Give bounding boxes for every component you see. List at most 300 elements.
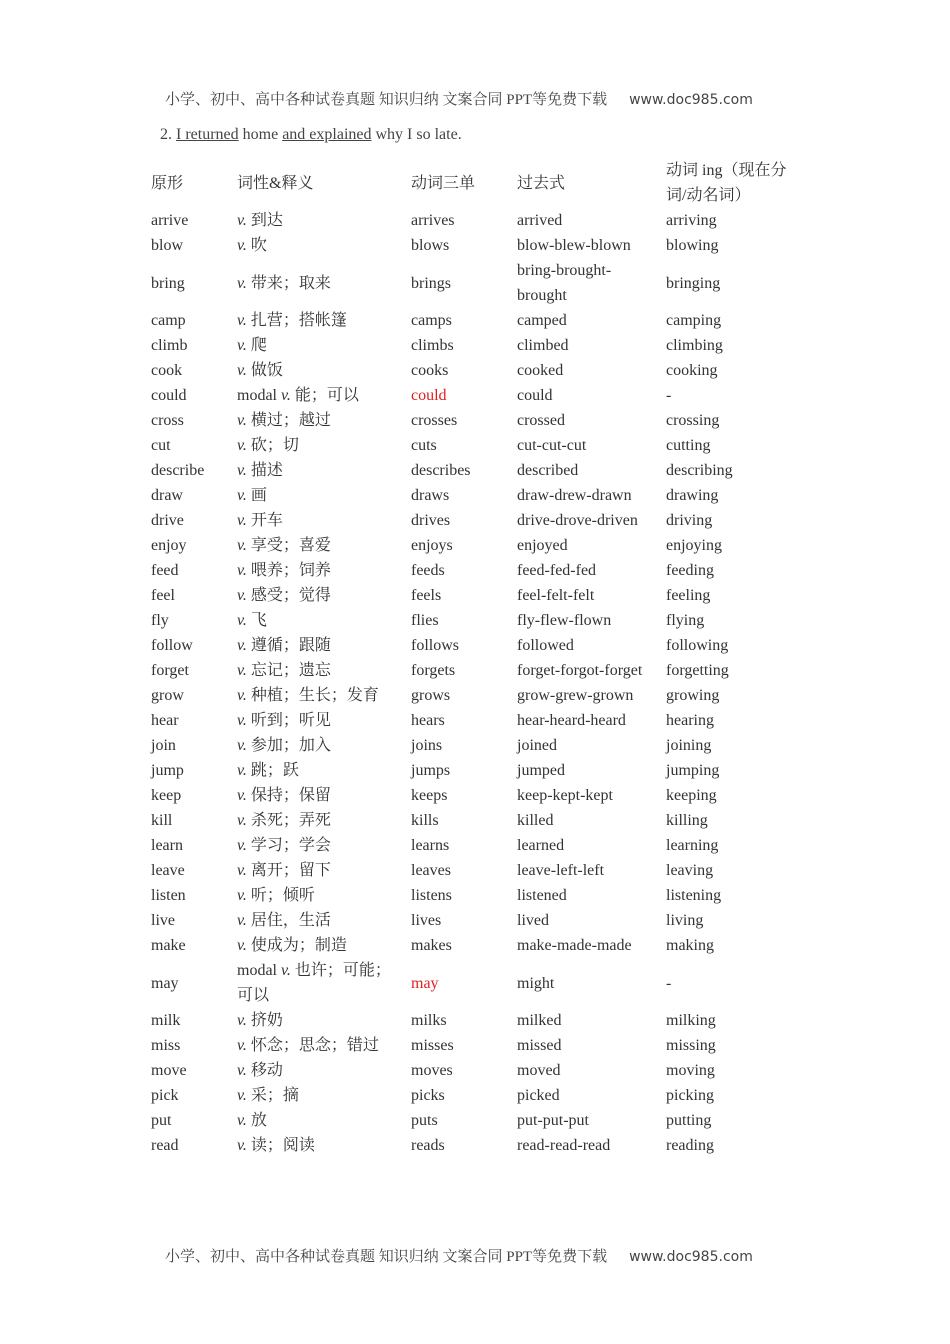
cell-third-person: could [411,387,447,404]
cell-past: drive-drove-driven [517,512,638,529]
part-of-speech: v. [237,437,247,454]
cell-base: arrive [151,212,189,229]
table-row [146,408,806,433]
part-of-speech: v. [237,1087,247,1104]
meaning: 感受；觉得 [250,587,331,604]
meaning: 听；倾听 [250,887,315,904]
cell-pos-meaning [232,658,406,683]
meaning: 也许；可能；可以 [237,962,391,1004]
cell-base: cross [151,412,184,429]
table-row [146,858,806,883]
cell-third-person: picks [411,1087,445,1104]
cell-past: learned [517,837,565,854]
part-of-speech: v. [237,237,247,254]
example-sentence [160,126,462,144]
cell-ing: - [666,387,672,404]
part-of-speech: v. [237,587,247,604]
cell-pos-meaning [232,1108,406,1133]
table-row [146,558,806,583]
part-of-speech: v. [237,837,247,854]
table-body [146,208,806,1158]
table-row [146,583,806,608]
cell-pos-meaning [232,233,406,258]
cell-third-person: may [411,974,439,992]
table-row [146,533,806,558]
cell-ing: driving [666,512,713,529]
table-row [146,208,806,233]
table-row [146,733,806,758]
cell-past: fly-flew-flown [517,612,612,629]
cell-ing: leaving [666,862,714,879]
cell-past: blow-blew-blown [517,237,631,254]
part-of-speech: v. [237,487,247,504]
cell-third-person: forgets [411,662,456,679]
cell-base: milk [151,1012,181,1029]
cell-base: describe [151,462,205,479]
cell-past: draw-drew-drawn [517,487,632,504]
cell-third-person: grows [411,687,451,704]
cell-pos-meaning [232,633,406,658]
part-of-speech: v. [237,637,247,654]
cell-past: climbed [517,337,569,354]
cell-past: cut-cut-cut [517,437,587,454]
cell-past: missed [517,1037,562,1054]
cell-base: grow [151,687,184,704]
table-row [146,808,806,833]
cell-past: bring-brought-brought [517,262,612,304]
part-of-speech: v. [237,612,247,629]
cell-third-person: crosses [411,412,458,429]
cell-ing: camping [666,312,722,329]
meaning: 扎营；搭帐篷 [250,312,347,329]
cell-ing: blowing [666,237,719,254]
cell-third-person: camps [411,312,452,329]
table-row [146,908,806,933]
cell-third-person: milks [411,1012,447,1029]
table-row [146,708,806,733]
pos-prefix: modal [237,387,281,404]
part-of-speech: v. [281,962,291,979]
meaning: 遵循；跟随 [250,637,331,654]
cell-ing: milking [666,1012,716,1029]
cell-past: might [517,974,555,992]
cell-third-person: draws [411,487,450,504]
cell-pos-meaning [232,1008,406,1033]
cell-past: enjoyed [517,537,568,554]
cell-base: could [151,387,187,404]
table-row [146,233,806,258]
cell-base: listen [151,887,186,904]
cell-ing: living [666,912,704,929]
cell-ing: learning [666,837,719,854]
meaning: 读；阅读 [250,1137,315,1154]
cell-past: hear-heard-heard [517,712,626,729]
cell-base: camp [151,312,186,329]
cell-base: jump [151,762,184,779]
cell-ing: forgetting [666,662,729,679]
cell-pos-meaning [232,733,406,758]
part-of-speech: v. [237,512,247,529]
cell-past: grow-grew-grown [517,687,634,704]
cell-pos-meaning [232,1033,406,1058]
cell-pos-meaning [232,1083,406,1108]
cell-ing: hearing [666,712,714,729]
part-of-speech: v. [237,787,247,804]
cell-third-person: describes [411,462,471,479]
part-of-speech: v. [237,1012,247,1029]
meaning: 忘记；遗忘 [250,662,331,679]
cell-base: forget [151,662,189,679]
cell-base: cut [151,437,171,454]
header-third-person: 动词三单 [411,174,476,192]
cell-ing: making [666,937,714,954]
part-of-speech: v. [237,912,247,929]
cell-past: feed-fed-fed [517,562,597,579]
sentence-number: 2. [160,126,172,143]
part-of-speech: v. [237,712,247,729]
cell-base: keep [151,787,182,804]
meaning: 做饭 [250,362,283,379]
table-row [146,458,806,483]
cell-base: pick [151,1087,179,1104]
cell-third-person: moves [411,1062,453,1079]
part-of-speech: v. [237,337,247,354]
cell-third-person: learns [411,837,450,854]
cell-third-person: blows [411,237,450,254]
cell-past: jumped [517,762,565,779]
header-base: 原形 [151,174,184,192]
meaning: 砍；切 [250,437,299,454]
table-row [146,308,806,333]
cell-past: arrived [517,212,563,229]
part-of-speech: v. [237,812,247,829]
cell-past: could [517,387,553,404]
cell-third-person: misses [411,1037,454,1054]
cell-pos-meaning [232,883,406,908]
pos-prefix: modal [237,962,281,979]
cell-past: keep-kept-kept [517,787,613,804]
table-row [146,783,806,808]
banner-text: 小学、初中、高中各种试卷真题 知识归纳 文案合同 PPT等免费下载 [165,92,608,108]
cell-third-person: cooks [411,362,449,379]
banner-url[interactable]: www.doc985.com [629,92,753,108]
cell-third-person: brings [411,274,451,292]
banner-text: 小学、初中、高中各种试卷真题 知识归纳 文案合同 PPT等免费下载 [165,1249,608,1265]
cell-past: milked [517,1012,562,1029]
cell-base: bring [151,274,185,292]
cell-ing: following [666,637,729,654]
cell-third-person: hears [411,712,445,729]
cell-ing: moving [666,1062,715,1079]
cell-ing: drawing [666,487,719,504]
cell-pos-meaning [232,958,406,1008]
part-of-speech: v. [237,312,247,329]
cell-ing: cooking [666,362,718,379]
cell-past: feel-felt-felt [517,587,595,604]
cell-pos-meaning [232,408,406,433]
part-of-speech: v. [237,537,247,554]
cell-ing: arriving [666,212,717,229]
cell-pos-meaning [232,333,406,358]
meaning: 挤奶 [250,1012,283,1029]
cell-past: picked [517,1087,560,1104]
meaning: 吹 [250,237,267,254]
part-of-speech: v. [237,1112,247,1129]
cell-base: climb [151,337,188,354]
cell-base: move [151,1062,187,1079]
header-pos-meaning: 词性&释义 [237,174,314,192]
cell-pos-meaning [232,858,406,883]
cell-third-person: leaves [411,862,451,879]
cell-ing: killing [666,812,708,829]
cell-ing: joining [666,737,712,754]
cell-base: draw [151,487,183,504]
cell-past: make-made-made [517,937,632,954]
part-of-speech: v. [237,862,247,879]
cell-pos-meaning [232,708,406,733]
cell-past: leave-left-left [517,862,605,879]
cell-ing: listening [666,887,722,904]
cell-past: put-put-put [517,1112,589,1129]
meaning: 爬 [250,337,267,354]
part-of-speech: v. [237,1137,247,1154]
cell-pos-meaning [232,358,406,383]
part-of-speech: v. [237,937,247,954]
cell-ing: jumping [666,762,720,779]
cell-pos-meaning [232,583,406,608]
cell-base: drive [151,512,184,529]
cell-third-person: lives [411,912,442,929]
meaning: 跳；跃 [250,762,299,779]
cell-base: make [151,937,186,954]
table-row [146,1058,806,1083]
part-of-speech: v. [281,387,291,404]
part-of-speech: v. [237,562,247,579]
cell-pos-meaning [232,1058,406,1083]
cell-pos-meaning [232,558,406,583]
cell-ing: bringing [666,274,721,292]
banner-url[interactable]: www.doc985.com [629,1249,753,1265]
cell-base: live [151,912,175,929]
table-row [146,1083,806,1108]
meaning: 居住，生活 [250,912,331,929]
cell-pos-meaning [232,608,406,633]
cell-third-person: listens [411,887,452,904]
cell-ing: describing [666,462,733,479]
meaning: 听到；听见 [250,712,331,729]
header-ing: 动词 ing（现在分词/动名词） [666,162,787,204]
cell-past: followed [517,637,574,654]
cell-past: crossed [517,412,565,429]
table-row [146,883,806,908]
cell-pos-meaning [232,458,406,483]
meaning: 带来；取来 [250,274,331,292]
cell-pos-meaning [232,383,406,408]
part-of-speech: v. [237,762,247,779]
cell-third-person: flies [411,612,439,629]
meaning: 杀死；弄死 [250,812,331,829]
cell-pos-meaning [232,258,406,308]
table-row [146,383,806,408]
table-row [146,358,806,383]
sentence-underlined-2: and explained [282,126,372,143]
cell-ing: growing [666,687,720,704]
part-of-speech: v. [237,412,247,429]
table-row [146,633,806,658]
meaning: 保持；保留 [250,787,331,804]
table-row [146,333,806,358]
part-of-speech: v. [237,1062,247,1079]
cell-base: read [151,1137,179,1154]
cell-base: feel [151,587,175,604]
cell-past: lived [517,912,549,929]
cell-base: may [151,974,179,992]
cell-third-person: puts [411,1112,438,1129]
part-of-speech: v. [237,462,247,479]
cell-past: camped [517,312,567,329]
verb-table [146,158,806,1158]
table-row [146,258,806,308]
cell-base: leave [151,862,185,879]
cell-third-person: makes [411,937,452,954]
cell-base: kill [151,812,173,829]
cell-ing: feeding [666,562,714,579]
table-row [146,958,806,1008]
meaning: 种植；生长；发育 [250,687,379,704]
cell-base: put [151,1112,172,1129]
table-row [146,833,806,858]
cell-base: cook [151,362,183,379]
table-row [146,508,806,533]
cell-pos-meaning [232,533,406,558]
table-row [146,658,806,683]
cell-pos-meaning [232,208,406,233]
cell-past: listened [517,887,567,904]
meaning: 怀念；思念；错过 [250,1037,379,1054]
part-of-speech: v. [237,212,247,229]
cell-third-person: drives [411,512,451,529]
meaning: 画 [250,487,267,504]
sentence-plain-2: why I so late. [375,126,462,143]
cell-third-person: climbs [411,337,454,354]
cell-third-person: kills [411,812,439,829]
cell-third-person: feeds [411,562,445,579]
meaning: 参加；加入 [250,737,331,754]
cell-base: follow [151,637,193,654]
meaning: 开车 [250,512,283,529]
meaning: 描述 [250,462,283,479]
cell-past: read-read-read [517,1137,611,1154]
meaning: 飞 [250,612,267,629]
cell-ing: enjoying [666,537,722,554]
header-banner [165,88,805,109]
table-row [146,1008,806,1033]
cell-ing: crossing [666,412,720,429]
cell-third-person: reads [411,1137,445,1154]
table-row [146,758,806,783]
meaning: 放 [250,1112,267,1129]
cell-third-person: keeps [411,787,448,804]
part-of-speech: v. [237,1037,247,1054]
cell-past: cooked [517,362,564,379]
table-row [146,1108,806,1133]
part-of-speech: v. [237,687,247,704]
cell-third-person: cuts [411,437,437,454]
meaning: 到达 [250,212,283,229]
cell-past: moved [517,1062,561,1079]
table-row [146,483,806,508]
table-row [146,608,806,633]
cell-base: enjoy [151,537,187,554]
cell-ing: climbing [666,337,723,354]
cell-third-person: arrives [411,212,455,229]
meaning: 享受；喜爱 [250,537,331,554]
meaning: 喂养；饲养 [250,562,331,579]
cell-ing: - [666,974,672,992]
cell-past: described [517,462,579,479]
cell-base: fly [151,612,169,629]
table-row [146,1133,806,1158]
part-of-speech: v. [237,362,247,379]
meaning: 能；可以 [294,387,359,404]
sentence-plain-1: home [242,126,279,143]
meaning: 移动 [250,1062,283,1079]
cell-ing: missing [666,1037,716,1054]
table-row [146,1033,806,1058]
meaning: 学习；学会 [250,837,331,854]
cell-pos-meaning [232,1133,406,1158]
cell-ing: picking [666,1087,714,1104]
cell-past: joined [517,737,557,754]
cell-pos-meaning [232,508,406,533]
cell-ing: feeling [666,587,711,604]
cell-pos-meaning [232,783,406,808]
meaning: 使成为；制造 [250,937,347,954]
meaning: 采；摘 [250,1087,299,1104]
cell-base: join [151,737,176,754]
cell-ing: keeping [666,787,717,804]
cell-pos-meaning [232,833,406,858]
cell-pos-meaning [232,908,406,933]
part-of-speech: v. [237,737,247,754]
cell-past: killed [517,812,554,829]
cell-base: learn [151,837,183,854]
cell-pos-meaning [232,933,406,958]
cell-ing: cutting [666,437,711,454]
part-of-speech: v. [237,662,247,679]
cell-ing: reading [666,1137,714,1154]
cell-third-person: feels [411,587,442,604]
cell-pos-meaning [232,758,406,783]
table-header-row [146,158,806,208]
footer-banner [165,1245,805,1266]
cell-base: hear [151,712,179,729]
cell-pos-meaning [232,808,406,833]
sentence-underlined-1: I returned [176,126,239,143]
table-row [146,433,806,458]
cell-third-person: joins [411,737,443,754]
table-row [146,933,806,958]
cell-base: feed [151,562,179,579]
cell-past: forget-forgot-forget [517,662,643,679]
cell-pos-meaning [232,683,406,708]
cell-base: miss [151,1037,181,1054]
meaning: 横过；越过 [250,412,331,429]
cell-ing: putting [666,1112,712,1129]
cell-third-person: follows [411,637,459,654]
meaning: 离开；留下 [250,862,331,879]
cell-third-person: jumps [411,762,451,779]
